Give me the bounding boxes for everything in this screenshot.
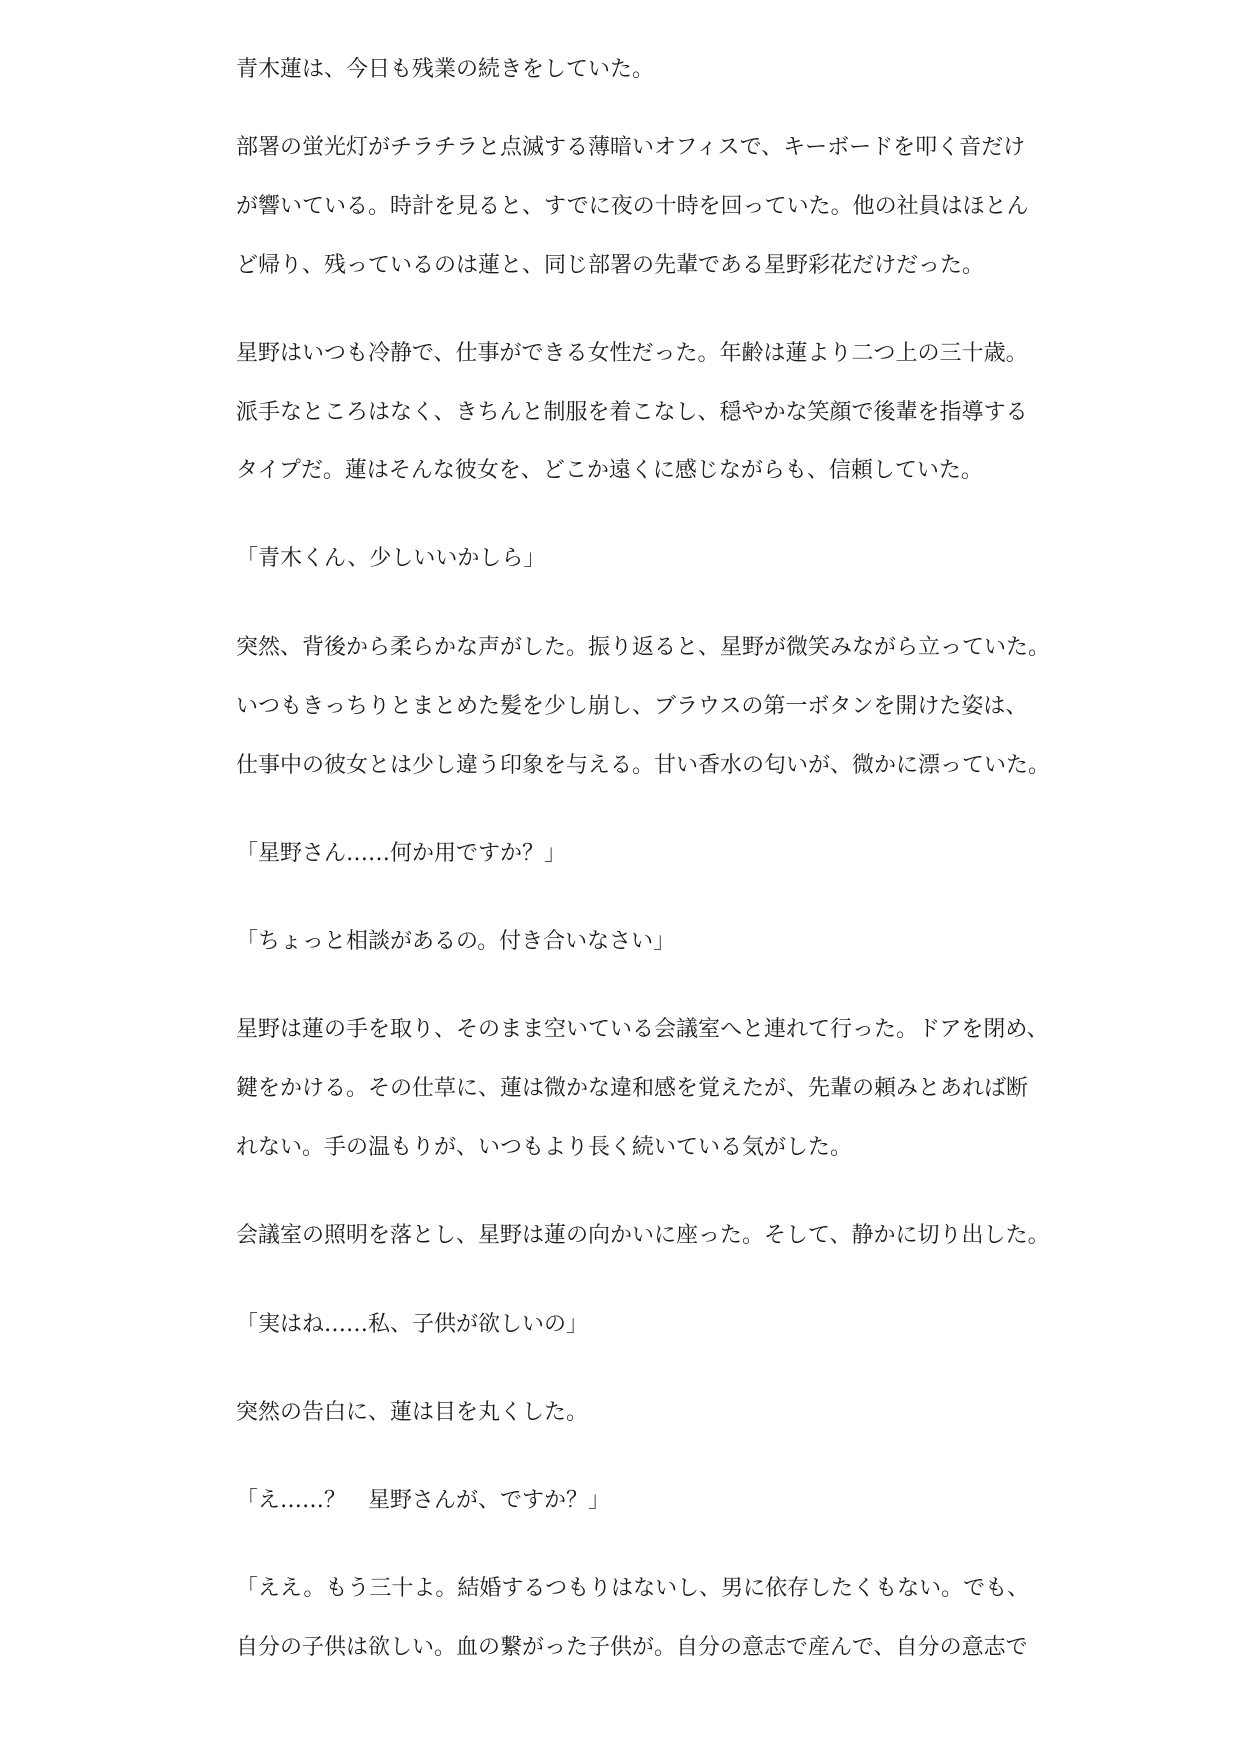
paragraph-line: 突然、背後から柔らかな声がした。振り返ると、星野が微笑みながら立っていた。 <box>236 635 1051 660</box>
paragraph-line: 「実はね……私、子供が欲しいの」 <box>236 1312 589 1337</box>
paragraph-line: 「青木くん、少しいいかしら」 <box>236 546 546 571</box>
paragraph-line: タイプだ。蓮はそんな彼女を、どこか遠くに感じながらも、信頼していた。 <box>236 458 983 483</box>
paragraph-line: 突然の告白に、蓮は目を丸くした。 <box>236 1400 589 1425</box>
paragraph-line: 仕事中の彼女とは少し違う印象を与える。甘い香水の匂いが、微かに漂っていた。 <box>236 753 1051 778</box>
paragraph-line: れない。手の温もりが、いつもより長く続いている気がした。 <box>236 1135 853 1160</box>
paragraph-line: ど帰り、残っているのは蓮と、同じ部署の先輩である星野彩花だけだった。 <box>236 253 985 278</box>
paragraph-line: 「ちょっと相談があるの。付き合いなさい」 <box>236 929 676 954</box>
paragraph-line: 星野は蓮の手を取り、そのまま空いている会議室へと連れて行った。ドアを閉め、 <box>236 1017 1049 1042</box>
paragraph-line: 青木蓮は、今日も残業の続きをしていた。 <box>236 57 655 82</box>
paragraph-line: 星野はいつも冷静で、仕事ができる女性だった。年齢は蓮より二つ上の三十歳。 <box>236 341 1028 366</box>
paragraph-line: 「ええ。もう三十よ。結婚するつもりはないし、男に依存したくもない。でも、 <box>236 1576 1030 1601</box>
paragraph-line: 「え……？ 星野さんが、ですか？」 <box>236 1488 611 1513</box>
paragraph-line: 鍵をかける。その仕草に、蓮は微かな違和感を覚えたが、先輩の頼みとあれば断 <box>236 1076 1029 1101</box>
paragraph-line: 部署の蛍光灯がチラチラと点滅する薄暗いオフィスで、キーボードを叩く音だけ <box>236 135 1026 160</box>
paragraph-line: が響いている。時計を見ると、すでに夜の十時を回っていた。他の社員はほとん <box>236 194 1029 219</box>
paragraph-line: いつもきっちりとまとめた髪を少し崩し、ブラウスの第一ボタンを開けた姿は、 <box>236 694 1028 719</box>
paragraph-line: 自分の子供は欲しい。血の繋がった子供が。自分の意志で産んで、自分の意志で <box>236 1635 1028 1660</box>
paragraph-line: 会議室の照明を落とし、星野は蓮の向かいに座った。そして、静かに切り出した。 <box>236 1223 1050 1248</box>
paragraph-line: 派手なところはなく、きちんと制服を着こなし、穏やかな笑顔で後輩を指導する <box>236 400 1028 425</box>
paragraph-line: 「星野さん……何か用ですか？」 <box>236 841 567 866</box>
